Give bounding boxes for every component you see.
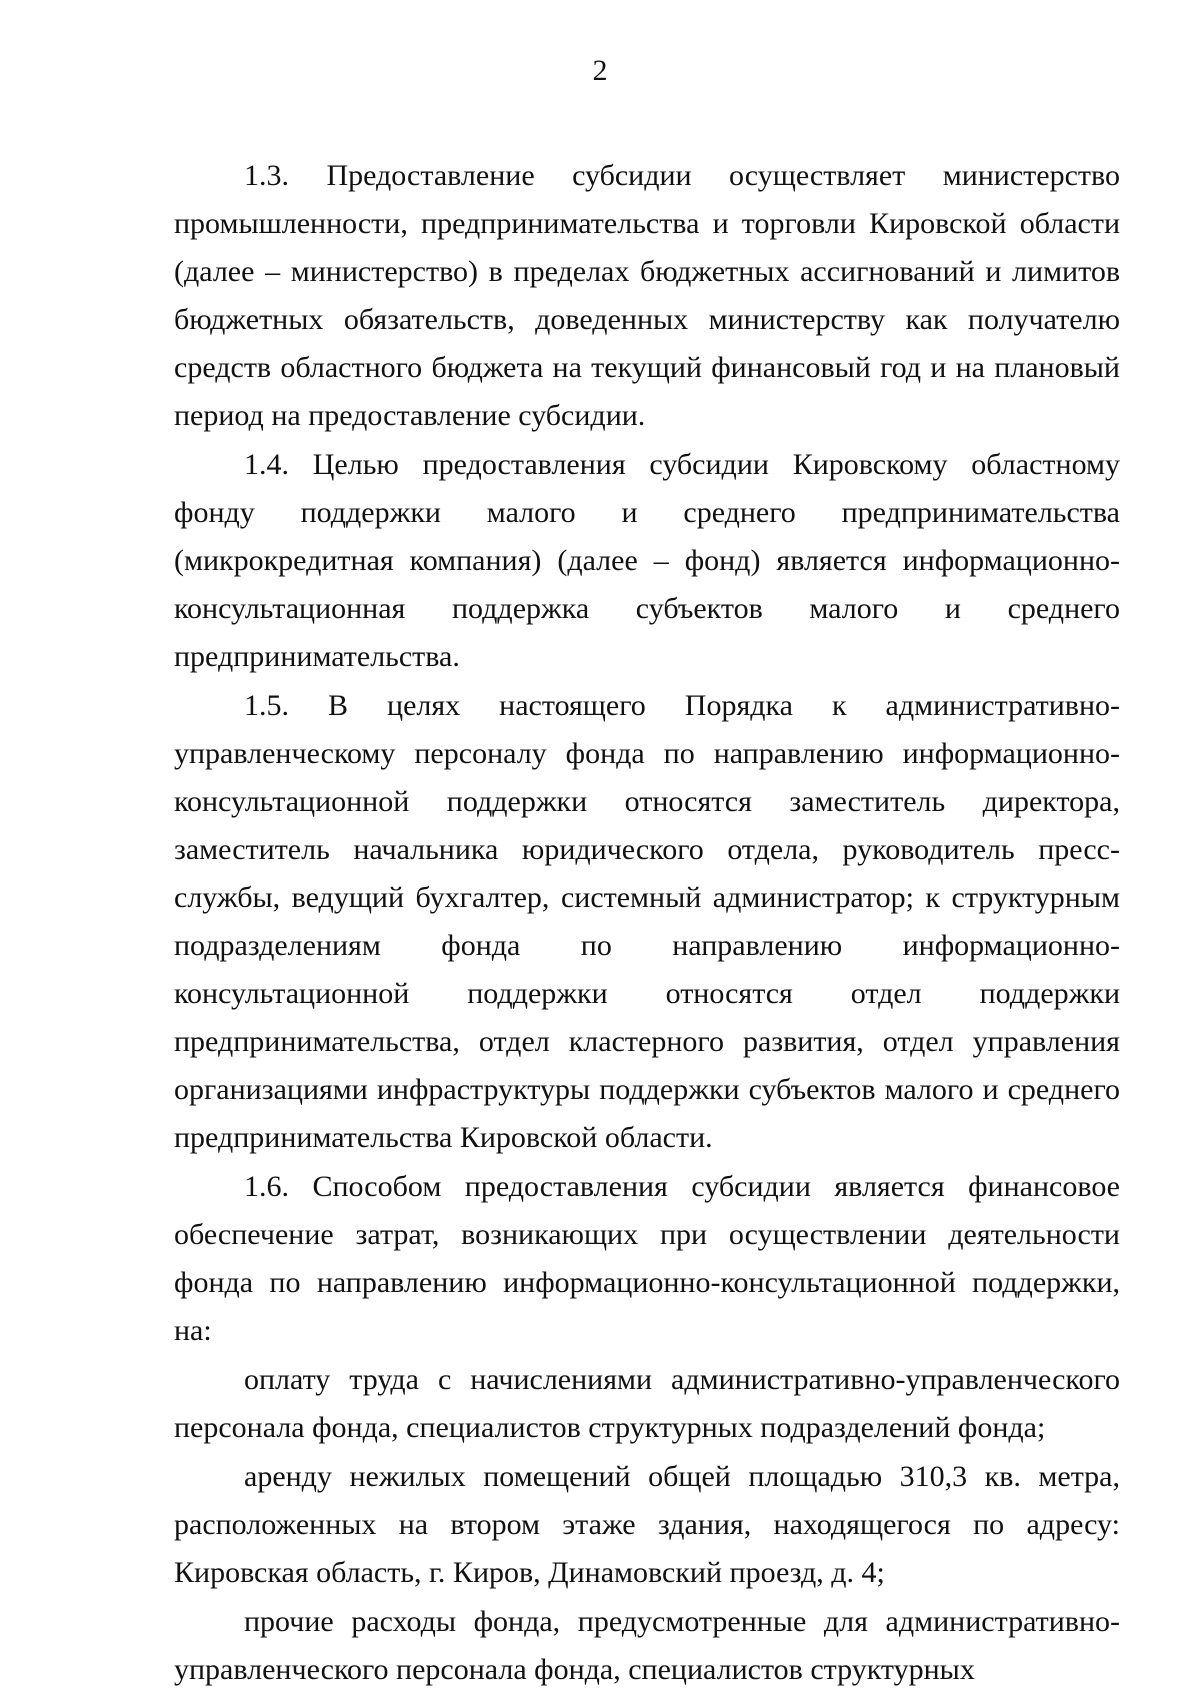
paragraph-other-expenses: прочие расходы фонда, предусмотренные для административно-управленческого персонала фонда, специалистов структурных bbox=[174, 1605, 1120, 1686]
paragraph-labor-costs: оплату труда с начислениями административно-управленческого персонала фонда, специалистов структурных подразделений фонда; bbox=[174, 1363, 1120, 1444]
paragraph-1-3: 1.3. Предоставление субсидии осуществляет министерство промышленности, предпринимательства и торговли Кировской области (далее – министерство) в пределах бюджетных ассигнований и лимитов бюджетных обязательств, доведенных министерству как получателю средств областного бюджета на текущий финансовый год и на плановый период на предоставление субсидии. bbox=[174, 159, 1120, 432]
paragraph-1-4: 1.4. Целью предоставления субсидии Кировскому областному фонду поддержки малого и среднего предпринимательства (микрокредитная компания) (далее – фонд) является информационно-консультационная поддержка субъектов малого и среднего предпринимательства. bbox=[174, 448, 1120, 673]
paragraph-rent: аренду нежилых помещений общей площадью 310,3 кв. метра, расположенных на втором этаже здания, находящегося по адресу: Кировская область, г. Киров, Динамовский проезд, д. 4; bbox=[174, 1460, 1120, 1589]
page-number: 2 bbox=[592, 54, 608, 87]
paragraph-1-5: 1.5. В целях настоящего Порядка к административно-управленческому персоналу фонда по направлению информационно-консультационной поддержки относятся заместитель директора, заместитель начальника юридического отдела, руководитель пресс-службы, ведущий бухгалтер, системный администратор; к структурным подразделениям фонда по направлению информационно-консультационной поддержки относятся отдел поддержки предпринимательства, отдел кластерного развития, отдел управления организациями инфраструктуры поддержки субъектов малого и среднего предпринимательства Кировской области. bbox=[174, 689, 1120, 1154]
paragraph-1-6: 1.6. Способом предоставления субсидии является финансовое обеспечение затрат, возникающих при осуществлении деятельности фонда по направлению информационно-консультационной поддержки, на: bbox=[174, 1170, 1120, 1347]
document-body bbox=[174, 152, 1120, 1695]
